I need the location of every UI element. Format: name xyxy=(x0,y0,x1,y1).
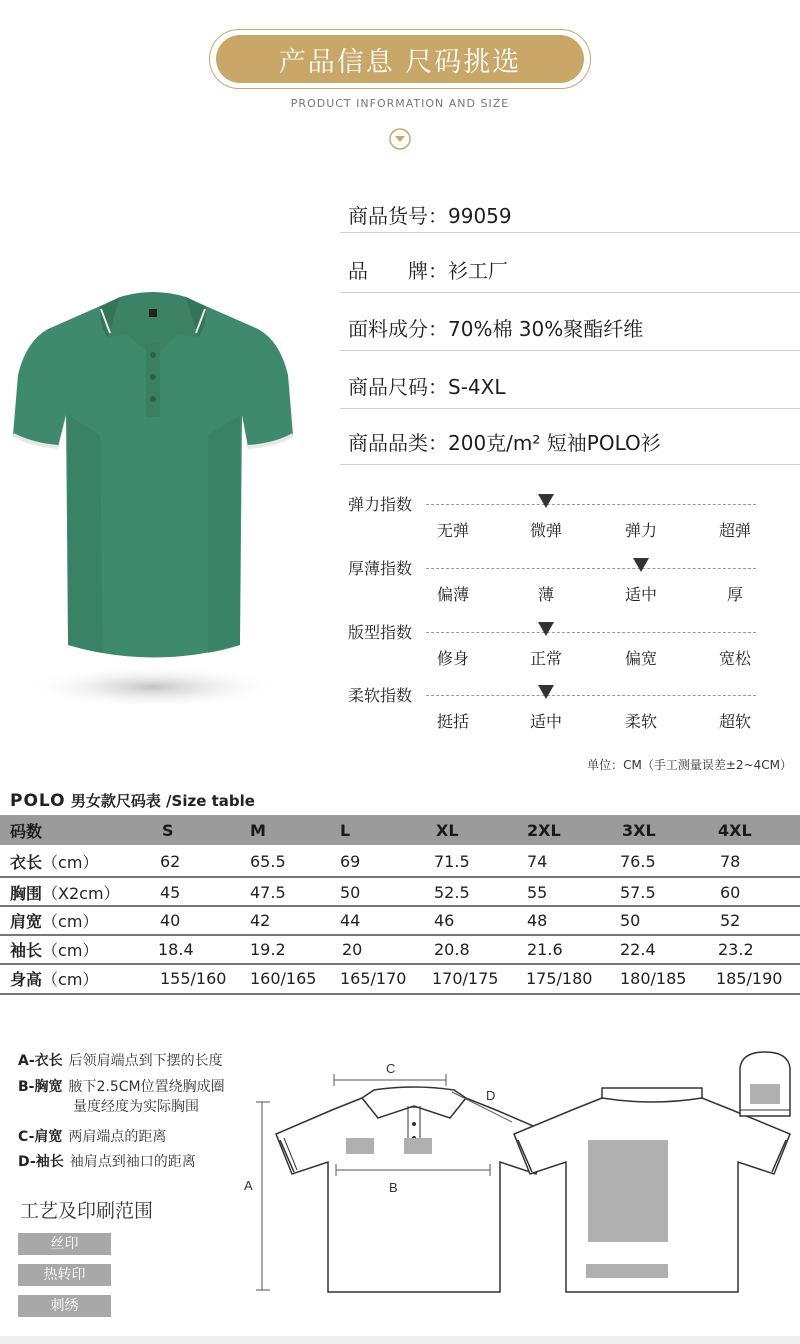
size-table-cell: 78 xyxy=(720,851,741,871)
size-table-header-label: 码数 xyxy=(10,821,43,841)
size-table-cell: 55 xyxy=(527,882,548,902)
measure-note-a xyxy=(18,1050,223,1070)
dimension-c-label: C xyxy=(386,1061,396,1076)
size-table-cell: 50 xyxy=(620,910,641,930)
info-value: 99059 xyxy=(448,204,512,228)
size-table-cell: 155/160 xyxy=(160,968,227,988)
dimension-d-label: D xyxy=(486,1088,496,1103)
size-table-header-cell: 2XL xyxy=(527,820,561,840)
row-label-text: 胸围 xyxy=(10,883,43,903)
product-shirt-image xyxy=(8,285,298,725)
size-table-cell: 69 xyxy=(340,851,361,871)
row-label-text: 袖长 xyxy=(10,940,43,960)
measure-text: 腋下2.5CM位置绕胸成圈 xyxy=(68,1079,225,1095)
size-table-row-label xyxy=(10,909,98,932)
size-table-cell: 74 xyxy=(527,851,548,871)
index-thickness xyxy=(348,556,800,604)
row-unit: （X2cm） xyxy=(42,883,120,903)
size-table-cell: 175/180 xyxy=(526,968,593,988)
measure-key: C-肩宽 xyxy=(18,1129,63,1145)
info-row-fabric xyxy=(340,313,800,351)
index-option: 微弹 xyxy=(529,521,562,540)
size-table-row-label xyxy=(10,881,120,904)
size-table-cell: 22.4 xyxy=(620,939,656,959)
size-table-header-cell: S xyxy=(162,820,174,840)
index-fit xyxy=(348,620,800,668)
size-table-cell: 40 xyxy=(160,910,181,930)
row-label-text: 身高 xyxy=(10,969,43,989)
size-table-cell: 180/185 xyxy=(620,968,687,988)
dimension-a-label: A xyxy=(244,1178,253,1193)
index-elasticity xyxy=(348,492,800,540)
index-option: 适中 xyxy=(624,585,657,604)
measure-key: B-胸宽 xyxy=(18,1079,63,1095)
header-title: 产品信息 尺码挑选 xyxy=(278,46,522,78)
info-value: S-4XL xyxy=(448,375,506,399)
size-table-row-sleeve xyxy=(0,934,800,964)
size-table-row-label xyxy=(10,967,98,990)
index-selected-marker-icon xyxy=(538,685,554,699)
info-row-brand xyxy=(340,255,800,293)
index-dashed-line xyxy=(426,632,756,633)
header-banner xyxy=(209,29,591,89)
info-row-size xyxy=(340,371,800,409)
size-table-cell: 185/190 xyxy=(716,968,783,988)
measure-text-2: 量度经度为实际胸围 xyxy=(73,1099,199,1115)
size-table-cell: 165/170 xyxy=(340,968,407,988)
unit-note: 单位：CM（手工测量误差±2~4CM） xyxy=(587,758,792,772)
size-table-cell: 71.5 xyxy=(434,851,470,871)
size-table-row-length xyxy=(0,846,800,876)
row-unit: （cm） xyxy=(42,940,99,960)
info-label: 面料成分： xyxy=(348,317,448,341)
index-selected-marker-icon xyxy=(538,494,554,508)
size-table-cell: 21.6 xyxy=(527,939,563,959)
header-banner-fill xyxy=(216,35,584,83)
index-label: 版型指数 xyxy=(348,623,413,642)
size-table-cell: 20.8 xyxy=(434,939,470,959)
craft-title: 工艺及印刷范围 xyxy=(20,1200,154,1222)
size-table-cell: 76.5 xyxy=(620,851,656,871)
size-table-cell: 160/165 xyxy=(250,968,317,988)
dimension-b-label: B xyxy=(389,1180,398,1195)
chevron-down-circle-icon xyxy=(388,127,412,151)
info-label: 品 牌： xyxy=(348,259,448,283)
craft-embroidery-button[interactable]: 刺绣 xyxy=(18,1295,111,1317)
size-table-row-label xyxy=(10,938,98,961)
size-table-title-text: 男女款尺码表 /Size table xyxy=(65,792,255,810)
size-table-cell: 45 xyxy=(160,882,181,902)
size-table-cell: 50 xyxy=(340,882,361,902)
index-option: 超弹 xyxy=(718,521,751,540)
info-label: 商品品类： xyxy=(348,431,448,455)
index-label: 弹力指数 xyxy=(348,495,413,514)
size-table-cell: 18.4 xyxy=(158,939,194,959)
measure-key: D-袖长 xyxy=(18,1154,64,1170)
size-table-cell: 62 xyxy=(160,851,181,871)
index-option: 偏宽 xyxy=(624,649,657,668)
index-option: 超软 xyxy=(718,712,751,731)
index-selected-marker-icon xyxy=(538,622,554,636)
row-unit: （cm） xyxy=(42,911,99,931)
size-table-header-row xyxy=(0,815,800,845)
info-label: 商品货号： xyxy=(348,204,448,228)
size-table-cell: 20 xyxy=(342,939,363,959)
info-value: 70%棉 30%聚酯纤维 xyxy=(448,317,644,341)
size-table-cell: 60 xyxy=(720,882,741,902)
measure-key: A-衣长 xyxy=(18,1053,63,1069)
size-table-header-cell: M xyxy=(250,820,266,840)
size-table-header-cell: 4XL xyxy=(718,820,752,840)
size-table-cell: 48 xyxy=(527,910,548,930)
index-option: 厚 xyxy=(726,585,743,604)
size-table-row-shoulder xyxy=(0,905,800,935)
craft-screen-print-button[interactable]: 丝印 xyxy=(18,1233,111,1255)
size-table-cell: 52 xyxy=(720,910,741,930)
index-dashed-line xyxy=(426,504,756,505)
measure-text: 两肩端点的距离 xyxy=(68,1129,167,1145)
size-table-header-cell: 3XL xyxy=(622,820,656,840)
size-table-cell: 65.5 xyxy=(250,851,286,871)
index-option: 无弹 xyxy=(436,521,469,540)
craft-heat-transfer-button[interactable]: 热转印 xyxy=(18,1264,111,1286)
index-option: 挺括 xyxy=(436,712,469,731)
header-subtitle: PRODUCT INFORMATION AND SIZE xyxy=(290,97,510,110)
measure-note-d xyxy=(18,1151,196,1171)
index-option: 修身 xyxy=(436,649,469,668)
size-table-title xyxy=(10,790,255,811)
index-softness xyxy=(348,683,800,731)
info-value: 衫工厂 xyxy=(448,259,508,283)
row-unit: （cm） xyxy=(42,969,99,989)
index-option: 适中 xyxy=(529,712,562,731)
size-table-header-cell: XL xyxy=(436,820,459,840)
size-table-title-prefix: POLO xyxy=(10,791,66,811)
index-option: 柔软 xyxy=(624,712,657,731)
bottom-divider-bar xyxy=(0,1336,800,1344)
info-value: 200克/m² 短袖POLO衫 xyxy=(448,431,661,455)
size-table-cell: 47.5 xyxy=(250,882,286,902)
size-table-row-chest xyxy=(0,877,800,907)
index-option: 弹力 xyxy=(624,521,657,540)
index-selected-marker-icon xyxy=(633,558,649,572)
size-table-cell: 44 xyxy=(340,910,361,930)
size-table-cell: 42 xyxy=(250,910,271,930)
size-table-cell: 23.2 xyxy=(718,939,754,959)
table-divider xyxy=(0,993,800,995)
index-label: 厚薄指数 xyxy=(348,559,413,578)
size-table-cell: 52.5 xyxy=(434,882,470,902)
index-option: 宽松 xyxy=(718,649,751,668)
shirt-measurement-diagram xyxy=(240,1040,800,1310)
measure-note-c xyxy=(18,1126,166,1146)
index-dashed-line xyxy=(426,695,756,696)
index-option: 正常 xyxy=(529,649,562,668)
measure-note-b xyxy=(18,1076,225,1116)
index-option: 薄 xyxy=(537,585,554,604)
size-table-cell: 19.2 xyxy=(250,939,286,959)
info-label: 商品尺码： xyxy=(348,375,448,399)
size-table-cell: 57.5 xyxy=(620,882,656,902)
row-unit: （cm） xyxy=(42,852,99,872)
size-table-row-height xyxy=(0,963,800,993)
size-table-row-label xyxy=(10,850,98,873)
index-label: 柔软指数 xyxy=(348,686,413,705)
index-option: 偏薄 xyxy=(436,585,469,604)
index-dashed-line xyxy=(426,568,756,569)
info-row-sku xyxy=(340,200,800,233)
row-label-text: 衣长 xyxy=(10,852,43,872)
info-row-category xyxy=(340,427,800,465)
size-table-cell: 46 xyxy=(434,910,455,930)
row-label-text: 肩宽 xyxy=(10,911,43,931)
size-table-header-cell: L xyxy=(340,820,351,840)
measure-text: 袖肩点到袖口的距离 xyxy=(69,1154,196,1170)
measure-text: 后领肩端点到下摆的长度 xyxy=(68,1053,223,1069)
size-table-cell: 170/175 xyxy=(432,968,499,988)
